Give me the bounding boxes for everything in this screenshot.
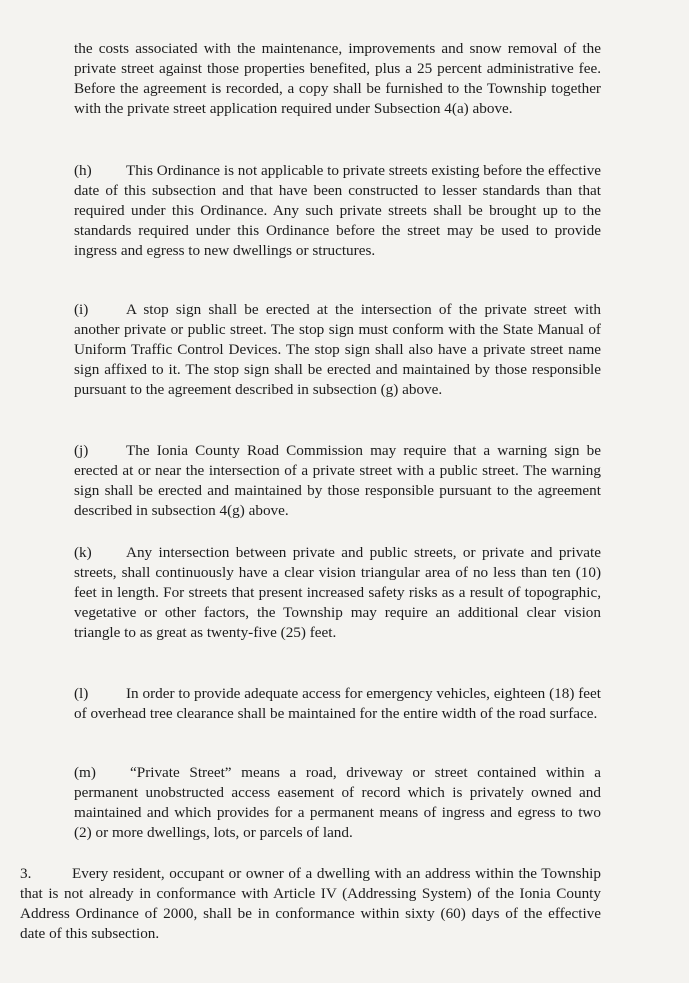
- paragraph-text: The Ionia County Road Commission may require that a warning sign be erected at or near the intersection of a private street with a public street. The warning sign shall be erected and maintained by those responsible pursuant to the agreement described in subsection 4(g) above.: [74, 442, 601, 519]
- paragraph-continuation: [74, 39, 601, 119]
- paragraph-text: This Ordinance is not applicable to private streets existing before the effective date of this subsection and that have been constructed to lesser standards than that required under this Ordinance. Any such private streets shall be brought up to the standards required under this Ordinance before the street may be used to provide ingress and egress to new dwellings or structures.: [74, 162, 602, 259]
- paragraph-l: [74, 684, 601, 724]
- paragraph-h: [74, 161, 601, 261]
- paragraph-text: the costs associated with the maintenance, improvements and snow removal of the private street against those properties benefited, plus a 25 percent administrative fee. Before the agreement is recorded, a copy shall be furnished to the Township together with the private street application required under Subsection 4(a) above.: [74, 40, 601, 117]
- paragraph-m: [74, 763, 601, 843]
- paragraph-label: (l): [74, 685, 89, 702]
- paragraph-text: Every resident, occupant or owner of a dwelling with an address within the Township that is not already in conformance with Article IV (Addressing System) of the Ionia County Address Ordinance of 2000, shall be in conformance within sixty (60) days of the effective date of this subsection.: [20, 865, 601, 942]
- paragraph-3: [20, 864, 601, 944]
- paragraph-label: (k): [74, 544, 92, 561]
- paragraph-label: (m): [74, 764, 96, 781]
- paragraph-label: 3.: [20, 865, 32, 882]
- paragraph-text: “Private Street” means a road, driveway or street contained within a permanent unobstructed access easement of record which is privately owned and maintained and which provides for a permanent means of ingress and egress to two (2) or more dwellings, lots, or parcels of land.: [74, 764, 601, 841]
- paragraph-text: In order to provide adequate access for emergency vehicles, eighteen (18) feet of overhead tree clearance shall be maintained for the entire width of the road surface.: [74, 685, 601, 722]
- paragraph-j: [74, 441, 601, 521]
- paragraph-label: (h): [74, 162, 92, 179]
- paragraph-label: (j): [74, 442, 89, 459]
- paragraph-label: (i): [74, 301, 89, 318]
- paragraph-text: Any intersection between private and public streets, or private and private streets, shall continuously have a clear vision triangular area of no less than ten (10) feet in length. For streets that present increased safety risks as a result of topographic, vegetative or other factors, the Township may require an additional clear vision triangle to as great as twenty-five (25) feet.: [74, 544, 601, 641]
- paragraph-text: A stop sign shall be erected at the intersection of the private street with another private or public street. The stop sign must conform with the State Manual of Uniform Traffic Control Devices. The stop sign shall also have a private street name sign affixed to it. The stop sign shall be erected and maintained by those responsible pursuant to the agreement described in subsection (g) above.: [74, 301, 601, 398]
- paragraph-k: [74, 543, 601, 643]
- paragraph-i: [74, 300, 601, 400]
